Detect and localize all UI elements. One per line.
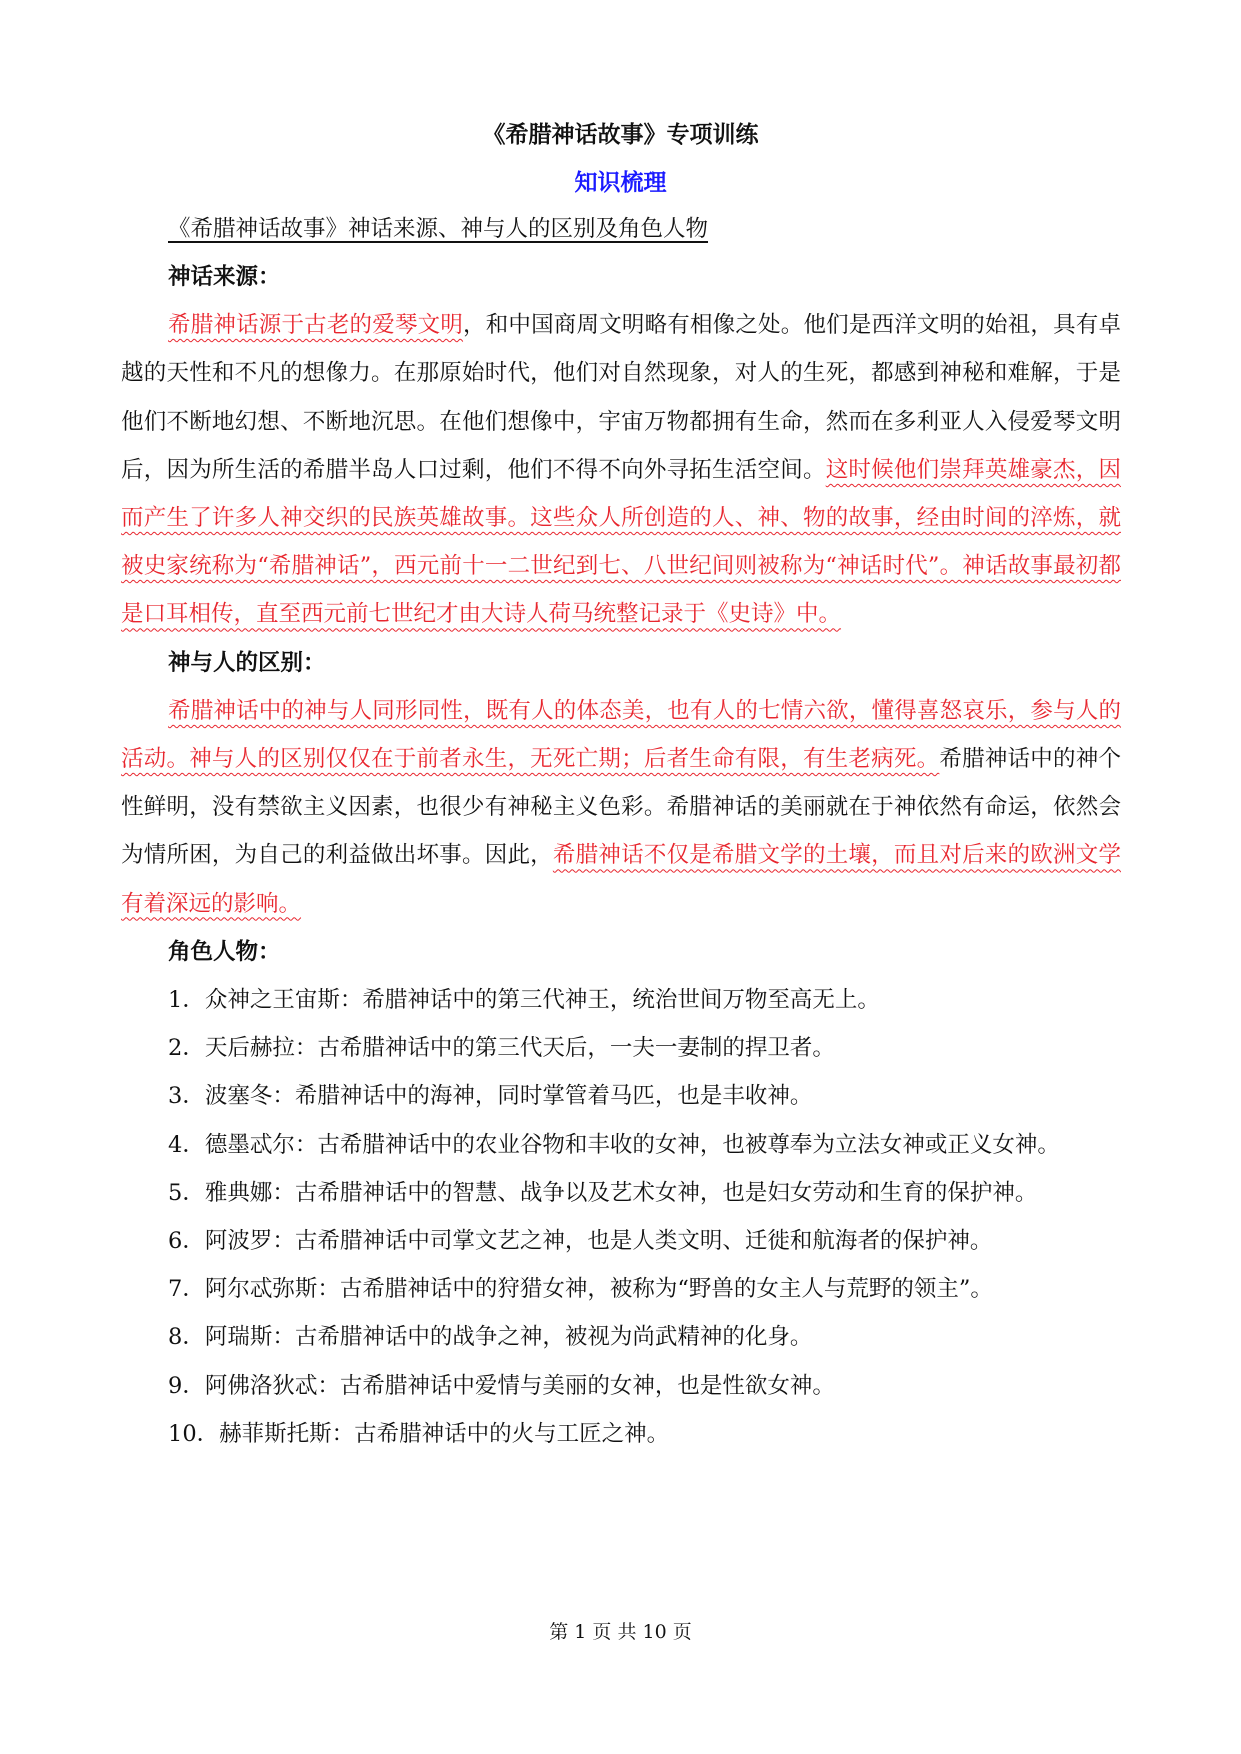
- highlighted-text: 这时候他们崇拜英雄豪杰，因而产生了许多人神交织的民族英雄故事。这些众人所创造的人、神、物的故事，经由时间的淬炼，就被史家统称为“希腊神话”，西元前十一二世纪到七、八世纪间则被称为“神话时代”。神话故事最初都是口耳相传，直至西元前七世纪才由大诗人荷马统整记录于《史诗》中。: [121, 456, 1121, 628]
- list-item: 5．雅典娜：古希腊神话中的智慧、战争以及艺术女神，也是妇女劳动和生育的保护神。: [168, 1179, 1038, 1206]
- list-item: 6．阿波罗：古希腊神话中司掌文艺之神，也是人类文明、迁徙和航海者的保护神。: [168, 1228, 993, 1255]
- heading-myth-origin: 神话来源：: [168, 264, 281, 290]
- body-text: 希腊神话中的神个性鲜明，没有禁欲主义因素，也很少有神秘主义色彩。希腊神话的美丽就在于神依然有命运，依然会为情所困，为自己的利益做出坏事。因此，: [121, 746, 1121, 869]
- list-item: 10．赫菲斯托斯：古希腊神话中的火与工匠之神。: [168, 1420, 670, 1447]
- section-subtitle: 知识梳理: [574, 169, 667, 196]
- heading-characters: 角色人物：: [168, 938, 281, 965]
- list-item: 4．德墨忒尔：古希腊神话中的农业谷物和丰收的女神，也被尊奉为立法女神或正义女神。: [168, 1131, 1060, 1158]
- highlighted-text: 希腊神话中的神与人同形同性，既有人的体态美，也有人的七情六欲，懂得喜怒哀乐，参与人的活动。神与人的区别仅仅在于前者永生，无死亡期；后者生命有限，有生老病死。: [121, 697, 1121, 773]
- list-item: 2．天后赫拉：古希腊神话中的第三代天后，一夫一妻制的捍卫者。: [168, 1035, 835, 1062]
- topic-heading: 《希腊神话故事》神话来源、神与人的区别及角色人物: [168, 216, 709, 242]
- list-item: 3．波塞冬：希腊神话中的海神，同时掌管着马匹，也是丰收神。: [168, 1083, 813, 1110]
- highlighted-text: 希腊神话不仅是希腊文学的土壤，而且对后来的欧洲文学有着深远的影响。: [121, 842, 1121, 917]
- page-footer: 第 1 页 共 10 页: [549, 1621, 692, 1643]
- document-title: 《希腊神话故事》专项训练: [482, 121, 759, 148]
- list-item: 8．阿瑞斯：古希腊神话中的战争之神，被视为尚武精神的化身。: [168, 1324, 813, 1351]
- highlighted-text: 希腊神话源于古老的爱琴文明: [168, 312, 464, 339]
- heading-god-human-difference: 神与人的区别：: [168, 649, 326, 676]
- paragraph-myth-origin: [121, 301, 1121, 638]
- paragraph-god-human-difference: [121, 687, 1121, 928]
- list-item: 9．阿佛洛狄忒：古希腊神话中爱情与美丽的女神，也是性欲女神。: [168, 1372, 835, 1399]
- list-item: 1．众神之王宙斯：希腊神话中的第三代神王，统治世间万物至高无上。: [168, 987, 880, 1014]
- body-text: ，和中国商周文明略有相像之处。他们是西洋文明的始祖，具有卓越的天性和不凡的想像力。在那原始时代，他们对自然现象，对人的生死，都感到神秘和难解，于是他们不断地幻想、不断地沉思。在他们想像中，宇宙万物都拥有生命，然而在多利亚人入侵爱琴文明后，因为所生活的希腊半岛人口过剩，他们不得不向外寻拓生活空间。: [121, 312, 1121, 483]
- document-body: [121, 253, 1121, 1458]
- list-item: 7．阿尔忒弥斯：古希腊神话中的狩猎女神，被称为“野兽的女主人与荒野的领主”。: [168, 1276, 993, 1303]
